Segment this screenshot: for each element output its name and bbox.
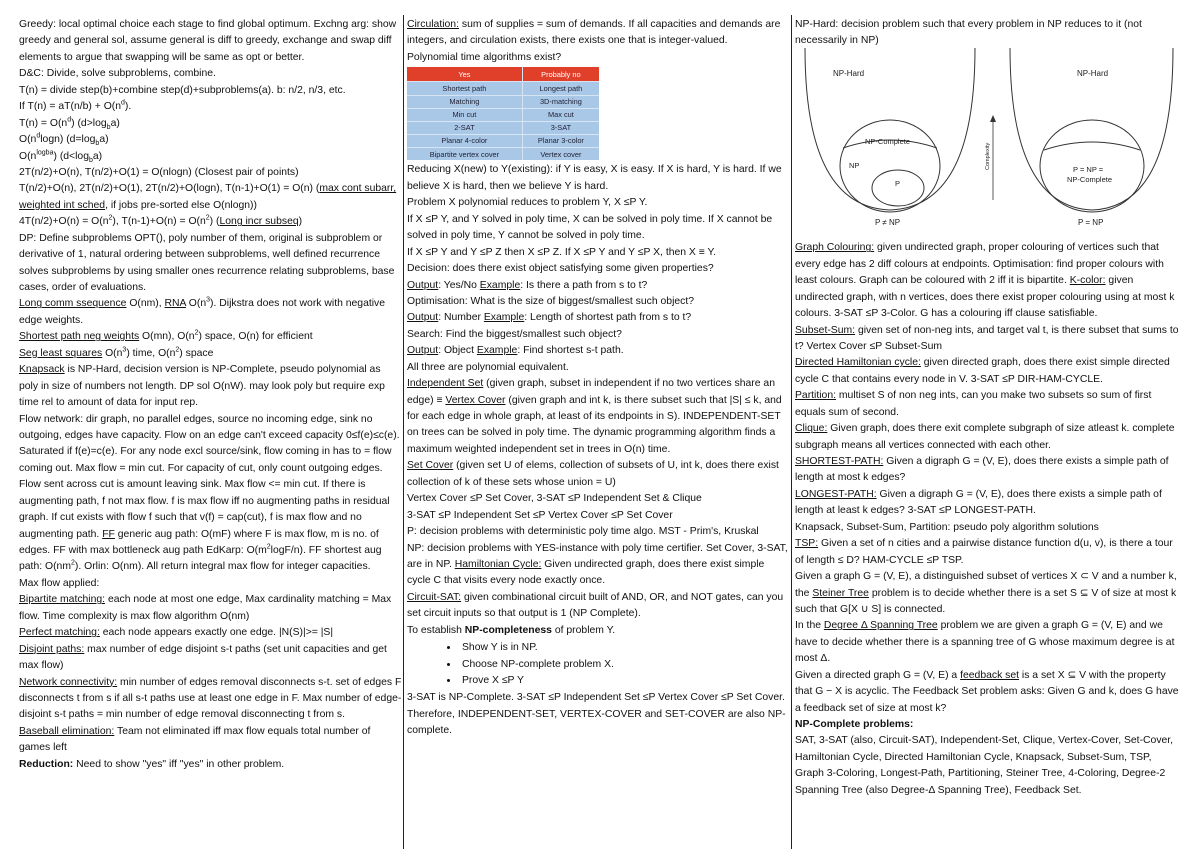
optimisation-output: Output: Number Example: Length of shortest path from s to t? <box>407 312 692 324</box>
decision-def: Decision: does there exist object satisfying some given properties? <box>407 263 714 275</box>
table-cell: 3D-matching <box>522 95 599 108</box>
left-p-label: P <box>895 178 901 188</box>
np-completeness-heading: To establish NP-completeness of problem Y. <box>407 624 616 636</box>
recurrence-example-1: 2T(n/2)+O(n), T(n/2)+O(1) = O(nlogn) (Closest pair of points) <box>19 166 299 178</box>
max-flow-applied-heading: Max flow applied: <box>19 577 100 589</box>
bipartite-matching-note: Bipartite matching: each node at most one edge, Max cardinality matching = Max flow. Time complexity is max flow algorithm O(nm) <box>19 594 392 622</box>
complexity-classes-diagram <box>795 48 1180 228</box>
column-divider-1 <box>403 15 404 849</box>
degree-spanning-tree-note: In the Degree Δ Spanning Tree problem we are given a graph G = (V, E) and we have to decide whether there is a spanning tree of G whose maximum degree is at most Δ. <box>795 620 1175 665</box>
perfect-matching-note: Perfect matching: each node appears exactly one edge. |N(S)|>= |S| <box>19 627 334 639</box>
table-cell: Planar 3-color <box>522 135 599 148</box>
steiner-tree-note: Given a graph G = (V, E), a distinguished subset of vertices X ⊂ V and a number k, the Steiner Tree problem is to decide whether there is a set S ⊆ V of size at most k such that G[X ∪ S] is connected. <box>795 571 1177 615</box>
table-cell: Max cut <box>522 108 599 121</box>
flow-network-note: Flow network: dir graph, no parallel edges, source no incoming edge, sink no outgoing, edges have capacity. Flow on an edge can't exceed capacity 0≤f(e)≤c(e). Saturated if f(e)=c(e). For any node excl source/sink, flow coming in has to = flow coming out. Max flow = min cut. For capacity of cut, only count outgoing edges. Flow sent across cut is amount leaving sink. Max flow <= min cut. If there is augmenting path, f not max flow. f is max flow iff no augmenting paths in residual graph. If cut exists with flow f such that v(f) = cap(cut), f is max flow and no augmenting path. FF generic aug path: O(mF) where F is max flow, m is no. of edges. FF with max bottleneck aug path EdKarp: $O(m^2\log F/n)$. FF shortest aug path: $O(nm^2)$. Orlin: O(nm). All return integral max flow for integer capacities. <box>19 413 400 573</box>
table-row <box>407 108 599 121</box>
recurrence-line: T(n) = divide step(b)+combine step(d)+subproblems(a). b: n/2, n/3, etc. <box>19 84 346 96</box>
right-eq-line-1: P = NP = <box>1073 164 1104 174</box>
poly-question: Polynomial time algorithms exist? <box>407 51 562 63</box>
left-np-label: NP <box>849 160 860 170</box>
column-3 <box>795 17 1180 849</box>
circulation-note: Circulation: sum of supplies = sum of demands. If all capacities and demands are integers, and circulation exists, there exists one that is integer-valued. <box>407 19 781 47</box>
transitivity-note: If X ≤P Y and Y ≤P Z then X ≤P Z. If X ≤P Y and Y ≤P X, then X ≡ Y. <box>407 246 716 258</box>
np-hard-region-left <box>805 48 975 210</box>
right-np-hard-label: NP-Hard <box>1077 68 1109 78</box>
network-connectivity-note: Network connectivity: min number of edges removal disconnects s-t. set of edges F disconnects t from s if all s-t paths use at least one edge in F. Max number of edge-disjoint s-t paths = min number of edge removal disconnecting t from s. <box>19 676 402 721</box>
dp-note: DP: Define subproblems OPT(), poly number of them, original is subproblem or derivative of 1, natural ordering between subproblems, well defined recurrence solves subproblems by using smaller ones recurrence relating subproblems, base cases, order of evaluations. <box>19 232 395 293</box>
axis-label: Complexity <box>985 142 991 170</box>
p-region-left <box>872 170 924 206</box>
disjoint-paths-note: Disjoint paths: max number of edge disjoint s-t paths (set unit capacities and get max flow) <box>19 643 387 672</box>
table-cell: Matching <box>407 95 522 108</box>
shortest-path-note: Shortest path neg weights O(mn), $O(n^2)$ space, O(n) for efficient <box>19 329 313 343</box>
left-caption: P ≠ NP <box>875 217 901 227</box>
right-eq-line-2: NP-Complete <box>1067 174 1113 184</box>
table-row <box>407 121 599 134</box>
table-header-probably-no: Probably no <box>522 67 599 82</box>
p-definition: P: decision problems with deterministic poly time algo. MST - Prim's, Kruskal <box>407 526 759 538</box>
table-row <box>407 82 599 95</box>
table-row <box>407 148 599 161</box>
independent-set-note: Independent Set (given graph, subset in independent if no two vertices share an edge) ≡ Vertex Cover (given graph and int k, is there subset such that |S| ≤ k, and for each edge in whole graph, at least of its endpoints in S). INDEPENDENT-SET on trees can be solved in poly time. The dynamic programming algorithm finds a maximum weighted independent set in trees in O(n) time. <box>407 378 782 455</box>
dc-note: D&C: Divide, solve subproblems, combine. <box>19 68 216 80</box>
complexity-table <box>407 67 599 160</box>
table-cell: 3-SAT <box>522 121 599 134</box>
partition-note: Partition: multiset S of non neg ints, can you make two subsets so sum of first equals sum of second. <box>795 390 1152 418</box>
np-complete-problems-list: SAT, 3-SAT (also, Circuit-SAT), Independent-Set, Clique, Vertex-Cover, Set-Cover, Hamiltonian Cycle, Directed Hamiltonian Cycle, Knapsack, Subset-Sum, TSP, Graph 3-Coloring, Longest-Path, Partitioning, Steiner Tree, 4-Coloring, Degree-2 Spanning Tree (also Degree-Δ Spanning Tree), Feedback Set. <box>795 735 1174 796</box>
left-np-hard-label: NP-Hard <box>833 68 865 78</box>
recurrence-example-3: $4T(n/2)+O(n) = O(n^2)$, $T(n-1)+O(n) = O(n^2)$ (Long incr subseq) <box>19 214 303 228</box>
shortest-path-decision-note: SHORTEST-PATH: Given a digraph G = (V, E), does there exists a simple path of length at most k edges? <box>795 456 1169 484</box>
np-complete-problems-heading: NP-Complete problems: <box>795 719 914 730</box>
column-1 <box>19 17 402 849</box>
baseball-elimination-note: Baseball elimination: Team not eliminated iff max flow equals total number of games left <box>19 725 371 754</box>
pseudo-poly-note: Knapsack, Subset-Sum, Partition: pseudo poly algorithm solutions <box>795 521 1099 533</box>
table-row <box>407 95 599 108</box>
table-cell: Vertex cover <box>522 148 599 161</box>
reduction-note: Reduction: Need to show "yes" iff "yes" in other problem. <box>19 758 285 770</box>
table-cell: 2-SAT <box>407 121 522 134</box>
knapsack-note: Knapsack is NP-Hard, decision version is NP-Complete, pseudo polynomial as poly in size of numbers not length. DP sol O(nW). may look poly but require exp time rel to amount of data for input rep. <box>19 364 385 409</box>
reduction-chain-2: 3-SAT ≤P Independent Set ≤P Vertex Cover ≤P Set Cover <box>407 509 673 521</box>
list-item: • Prove X ≤P Y <box>459 673 789 689</box>
complexity-axis-arrow <box>990 115 996 122</box>
feedback-set-note: Given a directed graph G = (V, E) a feedback set is a set X ⊆ V with the property that G − X is acyclic. The Feedback Set problem asks: Given G and k, does G have a feedback set of size at most k? <box>795 669 1179 714</box>
reduction-direction-note: Reducing X(new) to Y(existing): if Y is easy, X is easy. If X is hard, Y is hard. If we believe X is hard, then we believe Y is hard. <box>407 164 782 192</box>
reduction-implication-note: If X ≤P Y, and Y solved in poly time, X can be solved in poly time. If X cannot be solved in poly time, Y cannot be solved in poly time. <box>407 213 773 242</box>
np-definition: NP: decision problems with YES-instance with poly time certifier. Set Cover, 3-SAT, are in NP. Hamiltonian Cycle: Given undirected graph, does there exist simple cycle C that visits every node exactly once. <box>407 542 788 587</box>
graph-colouring-note: Graph Colouring: given undirected graph, proper colouring of vertices such that every edge has 2 diff colours at endpoints. Optimisation: find proper colours with least colours. Graph can be coloured with 2 iff it is bipartite. K-color: given undirected graph, with n vertices, does there exist proper colouring using at most k colours. 3-SAT ≤P 3-Color. G has a colouring iff clause satisfiable. <box>795 242 1175 320</box>
np-complete-boundary-right <box>1044 142 1140 150</box>
list-item: • Show Y is in NP. <box>459 640 789 656</box>
directed-ham-cycle-note: Directed Hamiltonian cycle: given directed graph, does there exist simple directed cycle C that contains every node in V. 3-SAT ≤P DIR-HAM-CYCLE. <box>795 357 1170 385</box>
set-cover-note: Set Cover (given set U of elems, collection of subsets of U, int k, does there exist collection of k of these sets whose union = U) <box>407 460 779 488</box>
greedy-note: Greedy: local optimal choice each stage to find global optimum. Exchng arg: show greedy and general sol, assume general is diff to greedy, exchange and swap diff elements to argue that swapping will be same as opt or better. <box>19 19 397 63</box>
reduction-chain-1: Vertex Cover ≤P Set Cover, 3-SAT ≤P Independent Set & Clique <box>407 493 702 505</box>
table-header-row <box>407 67 599 82</box>
subset-sum-note: Subset-Sum: given set of non-neg ints, and target val t, is there subset that sums to t? Vertex Cover ≤P Subset-Sum <box>795 324 1179 352</box>
right-caption: P = NP <box>1078 217 1104 227</box>
seg-least-squares-note: Seg least squares $O(n^3)$ time, $O(n^2)$ space <box>19 346 214 359</box>
table-cell: Planar 4-color <box>407 135 522 148</box>
master-case-1: $T(n) = O(n^d)$ $(d>\log_ba)$ <box>19 116 120 131</box>
table-cell: Bipartite vertex cover <box>407 148 522 161</box>
column-2 <box>407 17 789 849</box>
np-complete-summary: 3-SAT is NP-Complete. 3-SAT ≤P Independent Set ≤P Vertex Cover ≤P Set Cover. Therefore, INDEPENDENT-SET, VERTEX-COVER and SET-COVER are also NP-complete. <box>407 692 786 737</box>
master-theorem: If $T(n) = aT(n/b) + O(n^d)$. <box>19 99 132 113</box>
table-row <box>407 135 599 148</box>
clique-note: Clique: Given graph, does there exit complete subgraph of size atleast k. complete subgraph means all vertices connected with each other. <box>795 423 1175 451</box>
master-case-2: $O(n^d\log n)$ $(d=\log_ba)$ <box>19 132 109 148</box>
lcs-note: Long comm ssequence O(nm), RNA $O(n^3)$. Dijkstra does not work with negative edge weights. <box>19 296 386 326</box>
tsp-note: TSP: Given a set of n cities and a pairwise distance function d(u, v), is there a tour of length ≤ D? HAM-CYCLE ≤P TSP. <box>795 538 1173 566</box>
recurrence-example-2: T(n/2)+O(n), 2T(n/2)+O(1), 2T(n/2)+O(logn), T(n-1)+O(1) = O(n) (max cont subarr, weighted int sched, if jobs pre-sorted else O(nlogn)) <box>19 183 397 211</box>
list-item: • Choose NP-complete problem X. <box>459 657 789 673</box>
decision-output: Output: Yes/No Example: Is there a path from s to t? <box>407 279 648 291</box>
table-header-yes: Yes <box>407 67 522 82</box>
left-np-complete-label: NP-Complete <box>865 136 911 146</box>
optimisation-def: Optimisation: What is the size of biggest/smallest such object? <box>407 295 695 307</box>
np-completeness-steps <box>407 640 789 689</box>
np-hard-def: NP-Hard: decision problem such that every problem in NP reduces to it (not necessarily in NP) <box>795 19 1142 47</box>
table-cell: Longest path <box>522 82 599 95</box>
poly-reduction-note: Problem X polynomial reduces to problem Y, X ≤P Y. <box>407 197 648 209</box>
circuit-sat-note: Circuit-SAT: given combinational circuit built of AND, OR, and NOT gates, can you set circuit inputs so that output is 1 (NP Complete). <box>407 591 784 620</box>
poly-equivalent-note: All three are polynomial equivalent. <box>407 361 569 373</box>
table-cell: Shortest path <box>407 82 522 95</box>
search-output: Output: Object Example: Find shortest s-t path. <box>407 345 624 357</box>
search-def: Search: Find the biggest/smallest such object? <box>407 328 622 340</box>
table-cell: Min cut <box>407 108 522 121</box>
column-divider-2 <box>791 15 792 849</box>
longest-path-note: LONGEST-PATH: Given a digraph G = (V, E), does there exists a simple path of length at least k edges? 3-SAT ≤P LONGEST-PATH. <box>795 488 1162 517</box>
master-case-3: $O(n^{logba})$ $(d<\log_ba)$ <box>19 149 103 164</box>
